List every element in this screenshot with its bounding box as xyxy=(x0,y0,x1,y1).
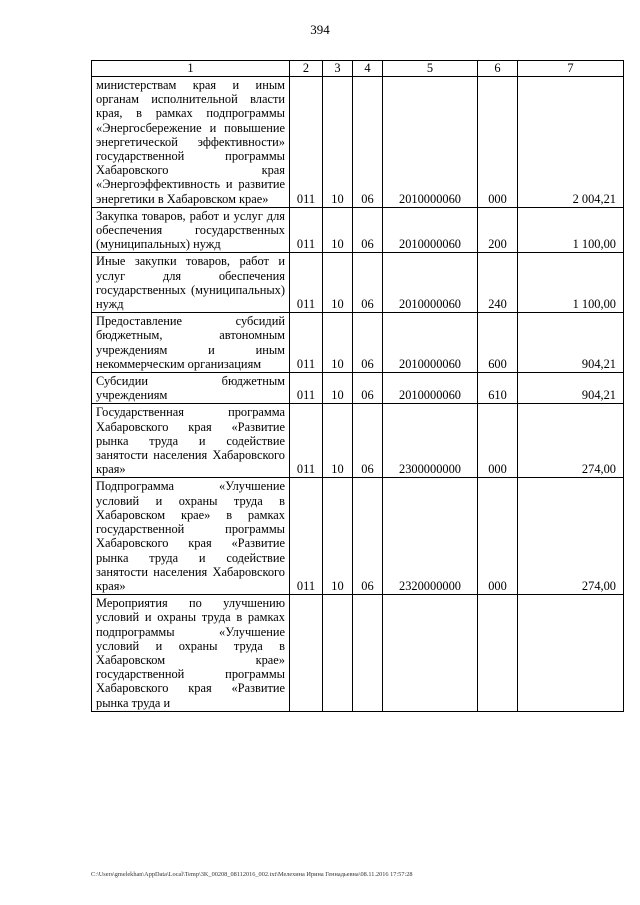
ministry-code: 011 xyxy=(290,478,323,595)
amount: 1 100,00 xyxy=(518,253,624,313)
section-code: 10 xyxy=(323,253,353,313)
column-header: 6 xyxy=(478,61,518,77)
column-header: 4 xyxy=(353,61,383,77)
ministry-code: 011 xyxy=(290,253,323,313)
target-article-code: 2010000060 xyxy=(383,373,478,404)
table-row xyxy=(92,313,624,373)
expense-type-code: 600 xyxy=(478,313,518,373)
expense-type-code: 000 xyxy=(478,478,518,595)
amount: 274,00 xyxy=(518,404,624,478)
table-row xyxy=(92,207,624,253)
row-description: Государственная программа Хабаровского края «Развитие рынка труда и содействие занятости населения Хабаровского края» xyxy=(92,404,290,478)
section-code xyxy=(323,595,353,712)
page-number: 394 xyxy=(310,22,330,37)
ministry-code: 011 xyxy=(290,77,323,208)
subsection-code: 06 xyxy=(353,373,383,404)
table-row xyxy=(92,404,624,478)
amount: 274,00 xyxy=(518,478,624,595)
subsection-code: 06 xyxy=(353,77,383,208)
subsection-code xyxy=(353,595,383,712)
expense-type-code: 000 xyxy=(478,77,518,208)
section-code: 10 xyxy=(323,478,353,595)
budget-table xyxy=(91,60,624,712)
row-description: Подпрограмма «Улучшение условий и охраны труда в Хабаровском крае» в рамках государственной программы Хабаровского края «Развитие рынка труда и содействие занятости населения Хабаровского края» xyxy=(92,478,290,595)
expense-type-code xyxy=(478,595,518,712)
section-code: 10 xyxy=(323,313,353,373)
table-row xyxy=(92,253,624,313)
header-row xyxy=(92,61,624,77)
section-code: 10 xyxy=(323,373,353,404)
column-header: 7 xyxy=(518,61,624,77)
amount: 2 004,21 xyxy=(518,77,624,208)
row-description: Субсидии бюджетным учреждениям xyxy=(92,373,290,404)
amount: 904,21 xyxy=(518,373,624,404)
table-row xyxy=(92,595,624,712)
target-article-code xyxy=(383,595,478,712)
subsection-code: 06 xyxy=(353,478,383,595)
amount: 1 100,00 xyxy=(518,207,624,253)
table-row xyxy=(92,77,624,208)
section-code: 10 xyxy=(323,404,353,478)
expense-type-code: 000 xyxy=(478,404,518,478)
ministry-code: 011 xyxy=(290,404,323,478)
subsection-code: 06 xyxy=(353,207,383,253)
target-article-code: 2010000060 xyxy=(383,207,478,253)
amount xyxy=(518,595,624,712)
ministry-code: 011 xyxy=(290,373,323,404)
row-description: Закупка товаров, работ и услуг для обеспечения государственных (муниципальных) нужд xyxy=(92,207,290,253)
subsection-code: 06 xyxy=(353,253,383,313)
ministry-code xyxy=(290,595,323,712)
target-article-code: 2320000000 xyxy=(383,478,478,595)
table-row xyxy=(92,373,624,404)
ministry-code: 011 xyxy=(290,207,323,253)
target-article-code: 2010000060 xyxy=(383,77,478,208)
column-header: 5 xyxy=(383,61,478,77)
subsection-code: 06 xyxy=(353,404,383,478)
target-article-code: 2300000000 xyxy=(383,404,478,478)
row-description: Предоставление субсидий бюджетным, автономным учреждениям и иным некоммерческим организациям xyxy=(92,313,290,373)
ministry-code: 011 xyxy=(290,313,323,373)
expense-type-code: 610 xyxy=(478,373,518,404)
amount: 904,21 xyxy=(518,313,624,373)
subsection-code: 06 xyxy=(353,313,383,373)
target-article-code: 2010000060 xyxy=(383,253,478,313)
expense-type-code: 200 xyxy=(478,207,518,253)
section-code: 10 xyxy=(323,77,353,208)
file-path-footer: C:\Users\gmelekhan\AppData\Local\Temp\3K_00208_08112016_002.txt\Мелехина Ирина Геннадьевна\08.11.2016 17:57:28 xyxy=(91,871,413,878)
column-header: 3 xyxy=(323,61,353,77)
row-description: Иные закупки товаров, работ и услуг для обеспечения государственных (муниципальных) нужд xyxy=(92,253,290,313)
table-row xyxy=(92,478,624,595)
row-description: Мероприятия по улучшению условий и охраны труда в рамках подпрограммы «Улучшение условий и охраны труда в Хабаровском крае» государственной программы Хабаровского края «Развитие рынка труда и xyxy=(92,595,290,712)
column-header: 1 xyxy=(92,61,290,77)
column-header: 2 xyxy=(290,61,323,77)
section-code: 10 xyxy=(323,207,353,253)
target-article-code: 2010000060 xyxy=(383,313,478,373)
expense-type-code: 240 xyxy=(478,253,518,313)
row-description: министерствам края и иным органам исполнительной власти края, в рамках подпрограммы «Энергосбережение и повышение энергетической эффективности» государственной программы Хабаровского края «Энергоэффективность и развитие энергетики в Хабаровском крае» xyxy=(92,77,290,208)
